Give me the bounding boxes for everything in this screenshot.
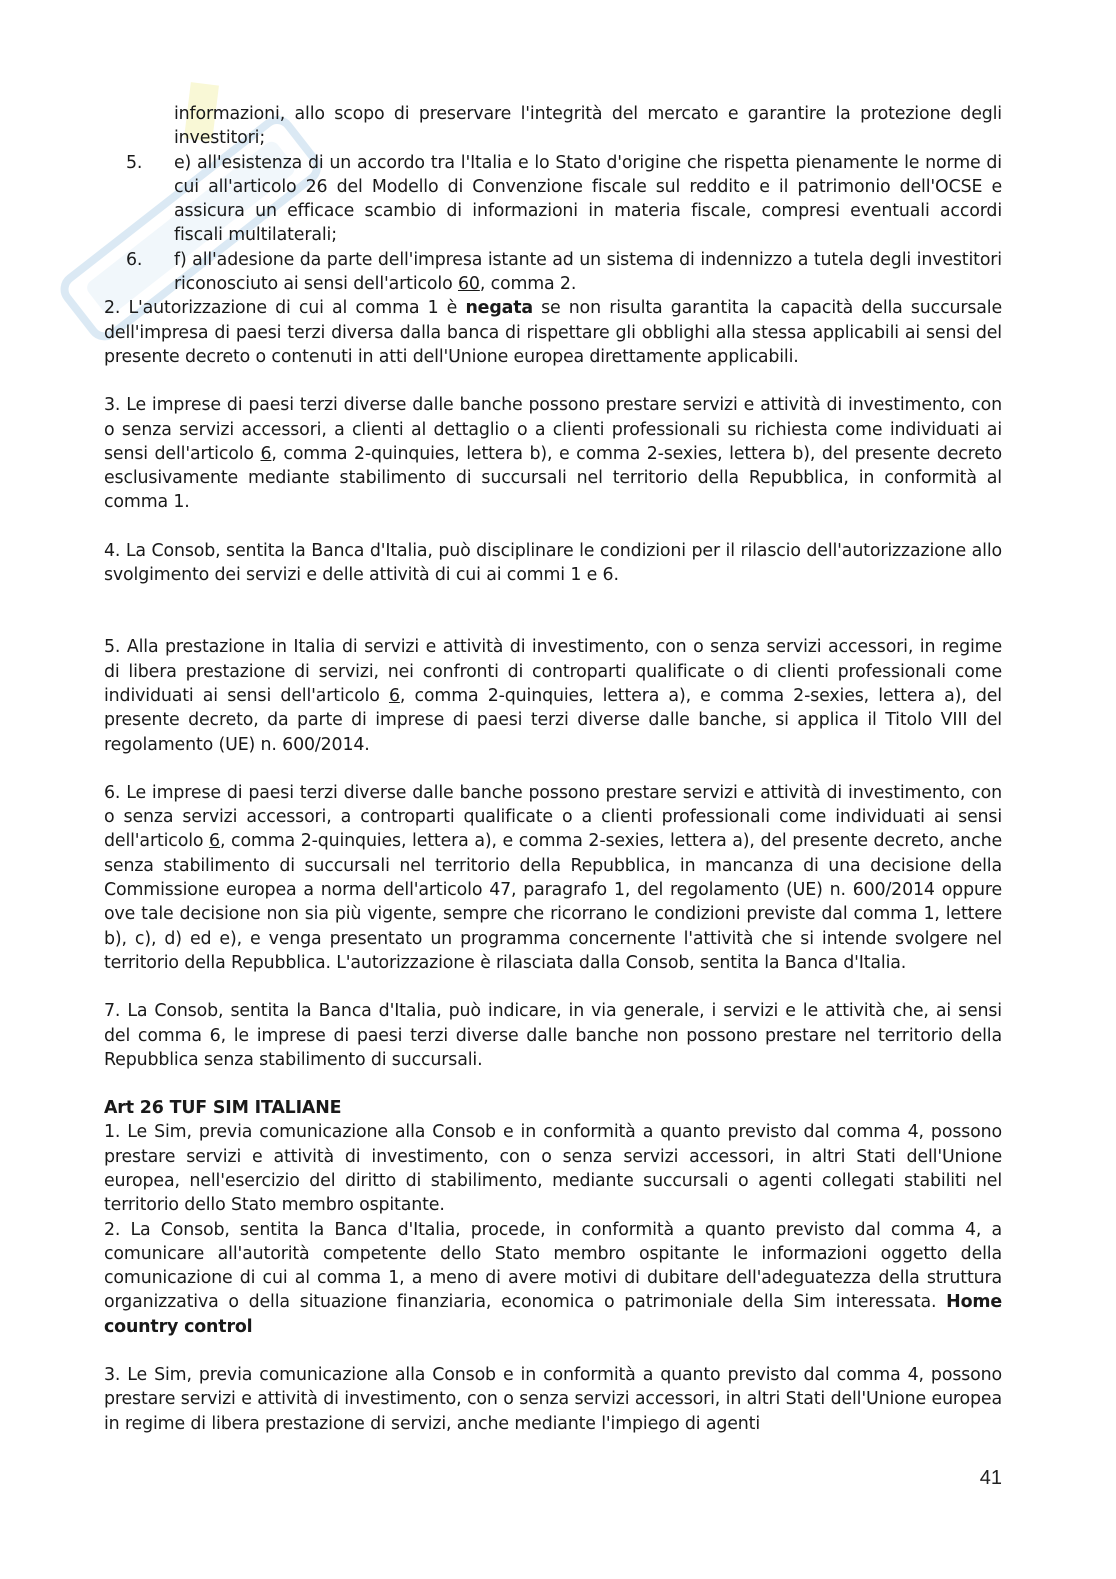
paragraph-4: 4. La Consob, sentita la Banca d'Italia, può disciplinare le condizioni per il rilascio dell'autorizzazione allo svolgimento dei servizi e delle attività di cui ai commi 1 e 6.	[104, 540, 1002, 586]
paragraph-text: , comma 2-quinquies, lettera a), e comma 2-sexies, lettera a), del presente decreto, da parte di imprese di paesi terzi diverse dalle banche, si applica il Titolo VIII del regolamento (UE) n. 600/2014.	[104, 685, 1002, 755]
bold-home-country-control: Home country control	[104, 1292, 1002, 1337]
bold-negata: negata	[465, 298, 533, 319]
paragraph-text: , comma 2-quinquies, lettera b), e comma 2-sexies, lettera b), del presente decreto esclusivamente mediante stabilimento di succursali nel territorio della Repubblica, in conformità al comma 1.	[104, 443, 1002, 513]
list-item-6	[104, 248, 1002, 297]
paragraph-text: 6. Le imprese di paesi terzi diverse dalle banche possono prestare servizi e attività di investimento, con o senza servizi accessori, a controparti qualificate o a clienti professionali come individuati ai sensi dell'articolo	[104, 782, 1002, 852]
article-link-6[interactable]: 6	[388, 685, 400, 706]
paragraph-text: 2. L'autorizzazione di cui al comma 1 è	[104, 298, 466, 319]
paragraph-3	[104, 393, 1002, 514]
paragraph-text: 5. Alla prestazione in Italia di servizi e attività di investimento, con o senza servizi accessori, in regime di libera prestazione di servizi, nei confronti di controparti qualificate o di clienti professionali come individuati ai sensi dell'articolo	[104, 637, 1002, 706]
paragraph-5	[104, 635, 1002, 756]
paragraph-text: 2. La Consob, sentita la Banca d'Italia, procede, in conformità a quanto previsto dal comma 4, a comunicare all'autorità competente dello Stato membro ospitante le informazioni oggetto della comunicazione di cui al comma 1, a meno di avere motivi di dubitare dell'adeguatezza della struttura organizzativa o della situazione finanziaria, economica o patrimoniale della Sim interessata.	[104, 1219, 1002, 1313]
article-link-6[interactable]: 6	[260, 443, 272, 464]
section-heading: Art 26 TUF SIM ITALIANE	[104, 1098, 342, 1119]
list-text-after: , comma 2.	[479, 274, 577, 295]
article-26-paragraph-3: 3. Le Sim, previa comunicazione alla Consob e in conformità a quanto previsto dal comma 4, possono prestare servizi e attività di investimento, con o senza servizi accessori, in altri Stati dell'Unione europea in regime di libera prestazione di servizi, anche mediante l'impiego di agenti	[104, 1365, 1002, 1434]
paragraph-7: 7. La Consob, sentita la Banca d'Italia, può indicare, in via generale, i servizi e le attività che, ai sensi del comma 6, le imprese di paesi terzi diverse dalle banche non possono prestare nel territorio della Repubblica senza stabilimento di succursali.	[104, 1001, 1002, 1070]
document-body	[104, 102, 1002, 1436]
article-26-paragraph-1: 1. Le Sim, previa comunicazione alla Consob e in conformità a quanto previsto dal comma 4, possono prestare servizi e attività di investimento, con o senza servizi accessori, in altri Stati dell'Unione europea, nell'esercizio del diritto di stabilimento, mediante succursali o agenti collegati stabiliti nel territorio dello Stato membro ospitante.	[104, 1122, 1002, 1216]
paragraph-text: 3. Le imprese di paesi terzi diverse dalle banche possono prestare servizi e attività di investimento, con o senza servizi accessori, a clienti al dettaglio o a clienti professionali su richiesta come individuati ai sensi dell'articolo	[104, 395, 1002, 464]
list-text-before: f) all'adesione da parte dell'impresa istante ad un sistema di indennizzo a tutela degli investitori riconosciuto ai sensi dell'articolo	[174, 249, 1002, 295]
list-number: 6.	[126, 249, 143, 270]
list-continuation: informazioni, allo scopo di preservare l'integrità del mercato e garantire la protezione degli investitori;	[174, 104, 1002, 149]
paragraph-6	[104, 781, 1002, 975]
article-26-paragraph-2	[104, 1218, 1002, 1339]
paragraph-text: , comma 2-quinquies, lettera a), e comma 2-sexies, lettera a), del presente decreto, anche senza stabilimento di succursali nel territorio della Repubblica, in mancanza di una decisione della Commissione europea a norma dell'articolo 47, paragrafo 1, del regolamento (UE) n. 600/2014 oppure ove tale decisione non sia più vigente, sempre che ricorrano le condizioni previste dal comma 1, lettere b), c), d) ed e), e venga presentato un programma concernente l'attività che si intende svolgere nel territorio della Repubblica. L'autorizzazione è rilasciata dalla Consob, sentita la Banca d'Italia.	[104, 831, 1002, 973]
paragraph-2	[104, 296, 1002, 369]
article-link-60[interactable]: 60	[457, 274, 480, 295]
page-number: 41	[979, 1467, 1002, 1489]
list-text: e) all'esistenza di un accordo tra l'Italia e lo Stato d'origine che rispetta pienamente le norme di cui all'articolo 26 del Modello di Convenzione fiscale sul reddito e il patrimonio dell'OCSE e assicura un efficace scambio di informazioni in materia fiscale, compresi eventuali accordi fiscali multilaterali;	[174, 152, 1002, 246]
list-number: 5.	[126, 152, 143, 173]
paragraph-text: se non risulta garantita la capacità della succursale dell'impresa di paesi terzi diversa dalla banca di rispettare gli obblighi alla stessa applicabili ai sensi del presente decreto o contenuti in atti dell'Unione europea direttamente applicabili.	[104, 298, 1003, 367]
article-link-6[interactable]: 6	[209, 831, 220, 852]
list-item-5	[104, 151, 1002, 248]
